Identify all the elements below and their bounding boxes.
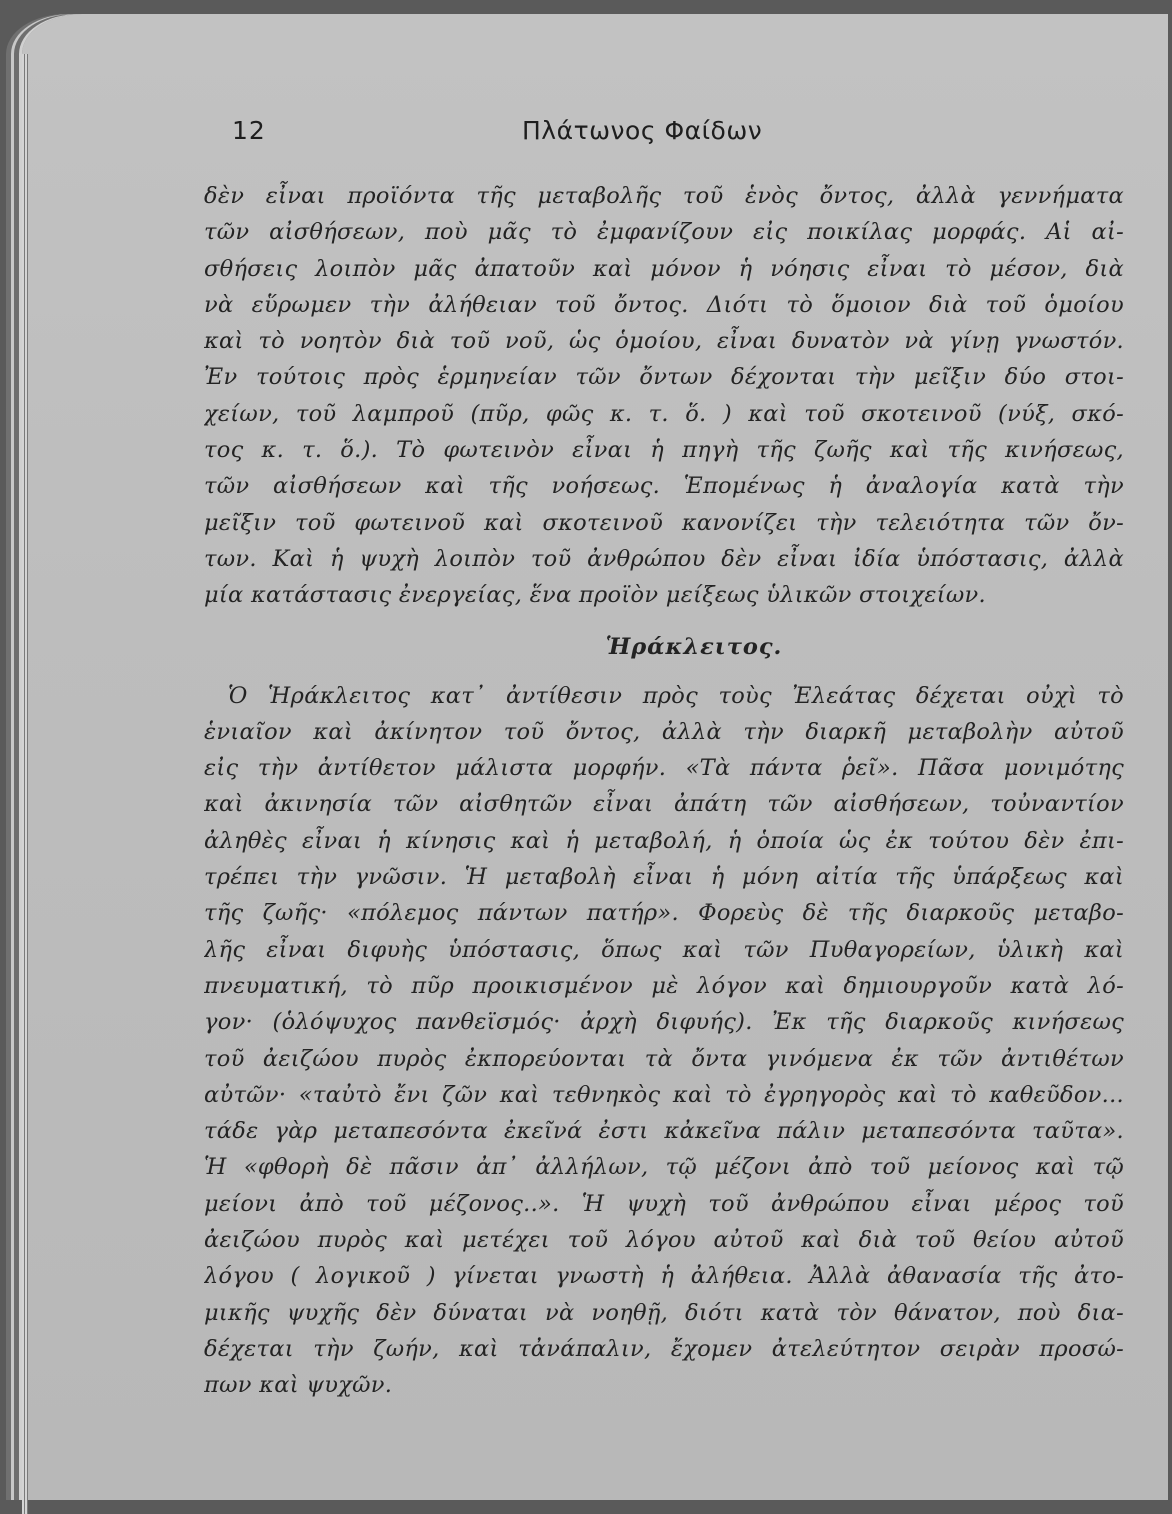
text-line: πων καὶ ψυχῶν. bbox=[204, 1372, 393, 1399]
text-line: Ἡ «φθορὴ δὲ πᾶσιν ἀπ᾽ ἀλλήλων, τῷ μέζονι ἀπὸ τοῦ μείονος καὶ τῷ bbox=[204, 1154, 1124, 1181]
text-line: χείων, τοῦ λαμπροῦ (πῦρ, φῶς κ. τ. ὅ. ) καὶ τοῦ σκοτεινοῦ (νύξ, σκό- bbox=[204, 400, 1124, 427]
text-line: αὐτῶν· «ταὐτὸ ἔνι ζῶν καὶ τεθνηκὸς καὶ τὸ ἐγρηγορὸς καὶ τὸ καθεῦδον... bbox=[204, 1081, 1124, 1108]
text-line: πνευματική, τὸ πῦρ προικισμένον μὲ λόγον καὶ δημιουργοῦν κατὰ λό- bbox=[204, 972, 1124, 999]
text-line: καὶ τὸ νοητὸν διὰ τοῦ νοῦ, ὡς ὁμοίου, εἶναι δυνατὸν νὰ γίνῃ γνωστόν. bbox=[204, 328, 1124, 355]
text-line: νὰ εὕρωμεν τὴν ἀλήθειαν τοῦ ὄντος. Διότι τὸ ὅμοιον διὰ τοῦ ὁμοίου bbox=[204, 291, 1124, 318]
text-line: καὶ ἀκινησία τῶν αἰσθητῶν εἶναι ἀπάτη τῶν αἰσθήσεων, τοὐναντίον bbox=[204, 791, 1124, 818]
text-line: μία κατάστασις ἐνεργείας, ἕνα προϊὸν μείξεως ὑλικῶν στοιχείων. bbox=[204, 582, 986, 609]
text-line: τῶν αἰσθήσεων καὶ τῆς νοήσεως. Ἑπομένως ἡ ἀναλογία κατὰ τὴν bbox=[204, 473, 1124, 500]
text-line: εἰς τὴν ἀντίθετον μάλιστα μορφήν. «Τὰ πάντα ῥεῖ». Πᾶσα μονιμότης bbox=[204, 755, 1124, 782]
text-line: τῆς ζωῆς· «πόλεμος πάντων πατήρ». Φορεὺς δὲ τῆς διαρκοῦς μεταβο- bbox=[204, 900, 1124, 927]
paragraph-1 bbox=[204, 178, 1124, 614]
section-heading: Ἡράκλειτος. bbox=[605, 633, 783, 660]
text-line: δέχεται τὴν ζωήν, καὶ τἀνάπαλιν, ἔχομεν ἀτελεύτητον σειρὰν προσώ- bbox=[204, 1335, 1124, 1362]
text-line: τοῦ ἀειζώου πυρὸς ἐκπορεύονται τὰ ὄντα γινόμενα ἐκ τῶν ἀντιθέτων bbox=[204, 1045, 1124, 1072]
text-line: των. Καὶ ἡ ψυχὴ λοιπὸν τοῦ ἀνθρώπου δὲν εἶναι ἰδία ὑπόστασις, ἀλλὰ bbox=[204, 545, 1124, 572]
section-heading-block bbox=[204, 620, 1124, 674]
text-line: ἀειζώου πυρὸς καὶ μετέχει τοῦ λόγου αὐτοῦ καὶ διὰ τοῦ θείου αὐτοῦ bbox=[204, 1227, 1124, 1254]
text-line: τος κ. τ. ὅ.). Τὸ φωτεινὸν εἶναι ἡ πηγὴ τῆς ζωῆς καὶ τῆς κινήσεως, bbox=[204, 437, 1124, 464]
text-line: ἑνιαῖον καὶ ἀκίνητον τοῦ ὄντος, ἀλλὰ τὴν διαρκῆ μεταβολὴν αὐτοῦ bbox=[204, 718, 1124, 745]
text-line: ἀληθὲς εἶναι ἡ κίνησις καὶ ἡ μεταβολή, ἡ ὁποία ὡς ἐκ τούτου δὲν ἐπι- bbox=[204, 827, 1124, 854]
text-line: τάδε γὰρ μεταπεσόντα ἐκεῖνά ἐστι κἀκεῖνα πάλιν μεταπεσόντα ταῦτα». bbox=[204, 1118, 1124, 1145]
page-edge bbox=[22, 54, 28, 1514]
page-number: 12 bbox=[232, 116, 266, 145]
body-text bbox=[204, 178, 1124, 1404]
running-title: Πλάτωνος Φαίδων bbox=[522, 116, 763, 145]
text-line: λόγου ( λογικοῦ ) γίνεται γνωστὴ ἡ ἀλήθεια. Ἀλλὰ ἀθανασία τῆς ἀτο- bbox=[204, 1263, 1124, 1290]
text-line: λῆς εἶναι διφυὴς ὑπόστασις, ὅπως καὶ τῶν Πυθαγορείων, ὑλικὴ καὶ bbox=[204, 936, 1124, 963]
text-line: μικῆς ψυχῆς δὲν δύναται νὰ νοηθῇ, διότι κατὰ τὸν θάνατον, ποὺ δια- bbox=[204, 1299, 1124, 1326]
text-line: μείονι ἀπὸ τοῦ μέζονος..». Ἡ ψυχὴ τοῦ ἀνθρώπου εἶναι μέρος τοῦ bbox=[204, 1190, 1124, 1217]
text-line: γον· (ὁλόψυχος πανθεϊσμός· ἀρχὴ διφυής). Ἐκ τῆς διαρκοῦς κινήσεως bbox=[204, 1009, 1124, 1036]
text-line: δὲν εἶναι προϊόντα τῆς μεταβολῆς τοῦ ἑνὸς ὄντος, ἀλλὰ γεννήματα bbox=[204, 183, 1124, 209]
text-line: τῶν αἰσθήσεων, ποὺ μᾶς τὸ ἐμφανίζουν εἰς ποικίλας μορφάς. Αἱ αἰ- bbox=[204, 219, 1124, 246]
text-line: Ὁ Ἡράκλειτος κατ᾽ ἀντίθεσιν πρὸς τοὺς Ἐλεάτας δέχεται οὐχὶ τὸ bbox=[228, 682, 1124, 709]
page-header bbox=[0, 116, 1172, 156]
text-line: τρέπει τὴν γνῶσιν. Ἡ μεταβολὴ εἶναι ἡ μόνη αἰτία τῆς ὑπάρξεως καὶ bbox=[204, 864, 1124, 891]
text-line: μεῖξιν τοῦ φωτεινοῦ καὶ σκοτεινοῦ κανονίζει τὴν τελειότητα τῶν ὄν- bbox=[204, 509, 1124, 536]
text-line: σθήσεις λοιπὸν μᾶς ἀπατοῦν καὶ μόνον ἡ νόησις εἶναι τὸ μέσον, διὰ bbox=[204, 255, 1124, 282]
text-line: Ἐν τούτοις πρὸς ἑρμηνείαν τῶν ὄντων δέχονται τὴν μεῖξιν δύο στοι- bbox=[204, 364, 1124, 391]
paragraph-2 bbox=[204, 678, 1124, 1404]
